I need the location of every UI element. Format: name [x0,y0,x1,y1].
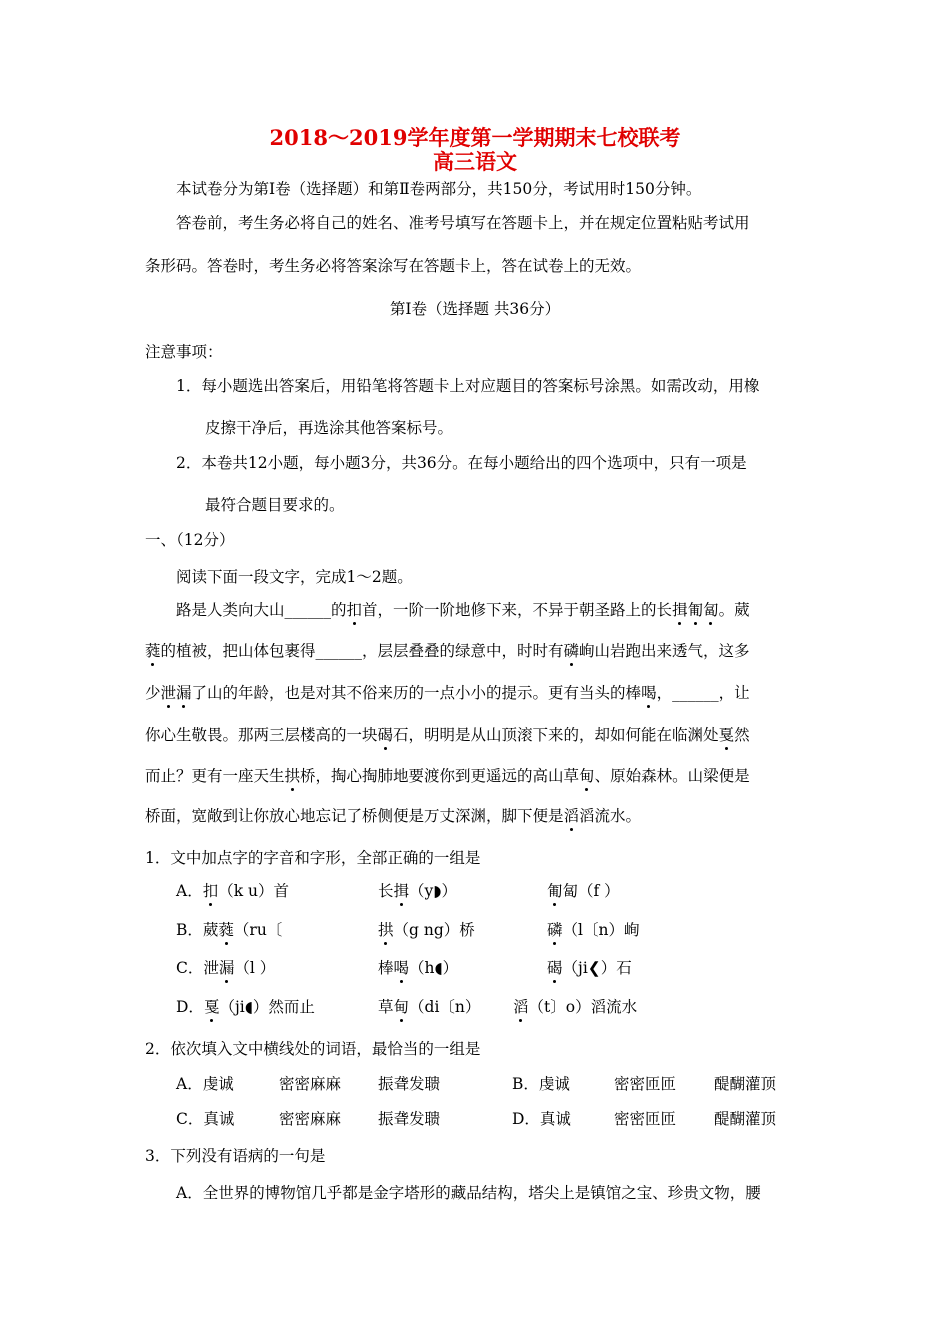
dotted-char: 碣 [547,959,563,977]
dotted-char: 喝 [393,959,410,977]
dotted-char: 揖 [393,882,410,900]
dotted-char: 甸 [579,767,595,785]
q1-option-b-col-2: 拱（g ng）桥 [378,921,475,939]
dotted-char: 滔 [563,807,580,825]
dotted-char: 磷 [563,642,580,660]
dotted-char: 扣 [346,601,363,619]
q3-option-a: A．全世界的博物馆几乎都是金字塔形的藏品结构，塔尖上是镇馆之宝、珍贵文物，腰 [176,1184,761,1202]
exam-title: 2018～2019学年度第一学期期末七校联考 [269,125,681,150]
q2-option-b-word-3: 醍醐灌顶 [714,1075,777,1093]
intro-paragraph-2-line-2: 条形码。答卷时，考生务必将答案涂写在答题卡上，答在试卷上的无效。 [145,257,642,275]
dotted-char: 漏 [176,684,192,702]
q2-option-d-word-3: 醍醐灌顶 [714,1110,777,1128]
question-3-stem: 3．下列没有语病的一句是 [145,1147,326,1165]
q1-option-a-col-1: A．扣（k u）首 [176,882,290,900]
dotted-char: 揖 [672,601,688,619]
passage-line-6: 桥面，宽敞到让你放心地忘记了桥侧便是万丈深渊，脚下便是滔滔流水。 [145,807,642,825]
passage-line-3: 少泄漏了山的年龄，也是对其不俗来历的一点小小的提示。更有当头的棒喝，______，让 [145,684,750,702]
dotted-char: 甸 [393,998,410,1016]
dotted-char: 匍 [547,882,563,900]
part-heading: 一、（12分） [145,531,235,549]
question-2-stem: 2．依次填入文中横线处的词语，最恰当的一组是 [145,1040,481,1058]
dotted-char: 匍 [687,601,704,619]
dotted-char: 蕤 [145,642,161,660]
note-1-line-1: 1．每小题选出答案后，用铅笔将答题卡上对应题目的答案标号涂黑。如需改动，用橡 [176,377,760,395]
q2-option-a-word-1: A．虔诚 [176,1075,234,1093]
q1-option-d-col-1: D．戛（ji◖）然而止 [176,998,315,1016]
q1-option-c-col-3: 碣（ji❮）石 [547,959,632,977]
q2-option-a-word-3: 振聋发聩 [378,1075,441,1093]
section-heading: 第Ⅰ卷（选择题 共36分） [389,300,561,318]
passage-line-2: 蕤的植被，把山体包裹得______，层层叠叠的绿意中，时时有磷峋山岩跑出来透气，这多 [145,642,750,660]
dotted-char: 戛 [203,998,220,1016]
q1-option-b-col-1: B．葳蕤（ru〔 [176,921,283,939]
question-1-stem: 1．文中加点字的字音和字形，全部正确的一组是 [145,849,481,867]
dotted-char: 磷 [547,921,563,939]
q2-option-c-word-3: 振聋发聩 [378,1110,441,1128]
q2-option-b-word-2: 密密匝匝 [614,1075,677,1093]
dotted-char: 拱 [284,767,301,785]
dotted-char: 碣 [377,726,394,744]
dotted-char: 扣 [202,882,219,900]
q2-option-c-word-1: C．真诚 [176,1110,235,1128]
dotted-char: 漏 [218,959,235,977]
note-2-line-2: 最符合题目要求的。 [205,496,345,514]
q1-option-b-col-3: 磷（l〔n）峋 [547,921,640,939]
dotted-char: 蕤 [218,921,234,939]
passage-line-4: 你心生敬畏。那两三层楼高的一块碣石，明明是从山顶滚下来的，却如何能在临渊处戛然 [145,726,750,744]
dotted-char: 匐 [703,601,719,619]
intro-paragraph-1: 本试卷分为第Ⅰ卷（选择题）和第Ⅱ卷两部分，共150分，考试用时150分钟。 [176,180,702,198]
intro-paragraph-2-line-1: 答卷前，考生务必将自己的姓名、准考号填写在答题卡上，并在规定位置粘贴考试用 [176,214,750,232]
dotted-char: 拱 [378,921,394,939]
passage-line-5: 而止？更有一座天生拱桥，掏心掏肺地要渡你到更遥远的高山草甸、原始森林。山梁便是 [145,767,750,785]
q1-option-c-col-1: C．泄漏（l ） [176,959,276,977]
q1-option-a-col-2: 长揖（y◗） [378,882,457,900]
exam-subtitle: 高三语文 [433,149,517,174]
q2-option-b-word-1: B．虔诚 [512,1075,570,1093]
dotted-char: 喝 [641,684,657,702]
dotted-char: 滔 [513,998,529,1016]
reading-instruction: 阅读下面一段文字，完成1～2题。 [176,568,413,586]
dotted-char: 泄 [160,684,177,702]
q1-option-d-col-2: 草甸（di〔n） [378,998,481,1016]
q2-option-d-word-1: D．真诚 [512,1110,571,1128]
q2-option-a-word-2: 密密麻麻 [279,1075,342,1093]
q2-option-c-word-2: 密密麻麻 [279,1110,342,1128]
q1-option-d-col-3: 滔（t〕o）滔流水 [513,998,638,1016]
dotted-char: 戛 [718,726,735,744]
q2-option-d-word-2: 密密匝匝 [614,1110,677,1128]
passage-line-1: 路是人类向大山______的扣首，一阶一阶地修下来，不异于朝圣路上的长揖匍匐。葳 [176,601,750,619]
note-1-line-2: 皮擦干净后，再选涂其他答案标号。 [205,419,454,437]
notes-label: 注意事项： [145,343,223,361]
note-2-line-1: 2．本卷共12小题，每小题3分，共36分。在每小题给出的四个选项中，只有一项是 [176,454,747,472]
q1-option-a-col-3: 匍匐（f ） [547,882,620,900]
q1-option-c-col-2: 棒喝（h◖） [378,959,459,977]
